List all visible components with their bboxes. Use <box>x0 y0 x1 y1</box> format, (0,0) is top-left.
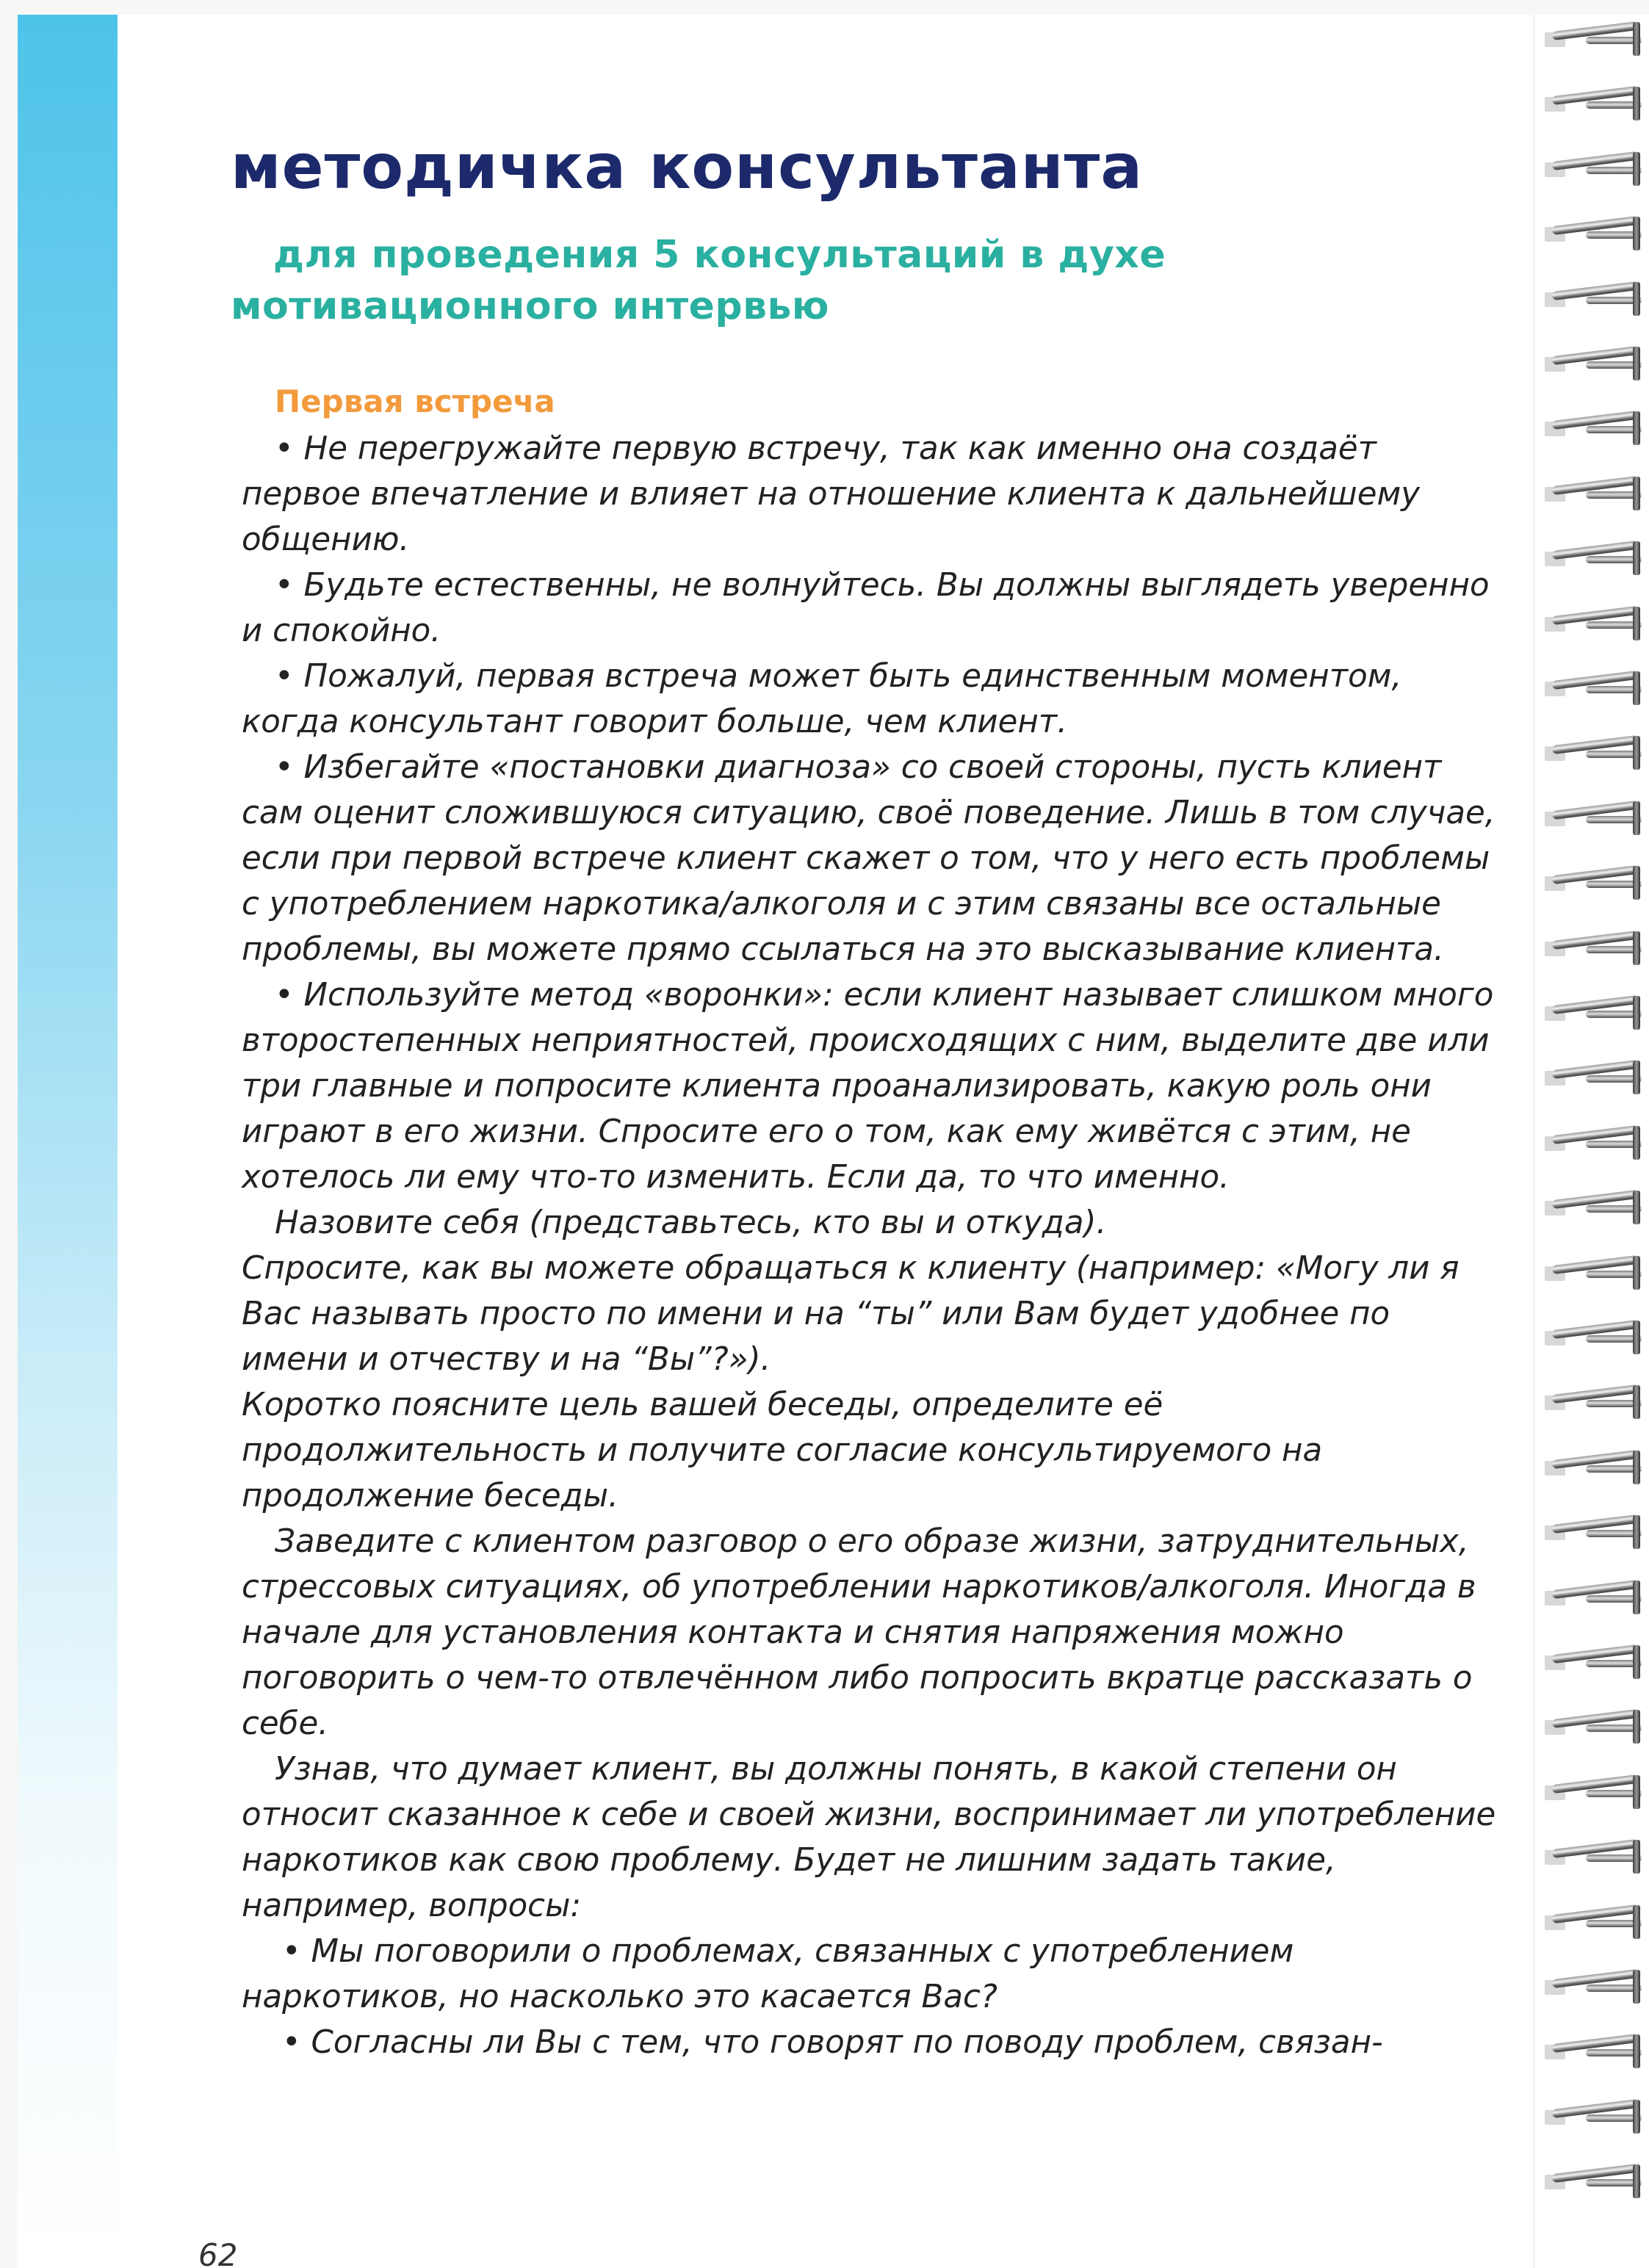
paragraph: • Пожалуй, первая встреча может быть единственным моментом, когда консультант говорит больше, чем клиент. <box>242 658 1402 740</box>
spiral-coil <box>1542 1256 1645 1291</box>
spiral-coil <box>1542 1191 1645 1226</box>
spiral-binding <box>1534 15 1649 2268</box>
spiral-coil <box>1542 2034 1645 2070</box>
spiral-coil <box>1542 347 1645 382</box>
spiral-coil <box>1542 1905 1645 1940</box>
page-title: методичка консультанта <box>231 131 1144 203</box>
spiral-coil <box>1542 1840 1645 1875</box>
paragraph: • Избегайте «постановки диагноза» со своей стороны, пусть клиент сам оценит сложившуюся ситуацию, своё поведение. Лишь в том случае, если при первой встрече клиент скажет о том, что у него есть проблемы с употреблением наркотика/алкоголя и с этим связаны все остальные проблемы, вы можете прямо ссылаться на это высказывание клиента. <box>242 749 1495 968</box>
paragraph: Узнав, что думает клиент, вы должны понять, в какой степени он относит сказанное к себе и своей жизни, воспринимает ли употребление наркотиков как свою проблему. Будет не лишним задать такие, например, вопросы: <box>242 1751 1496 1924</box>
page-number: 62 <box>198 2237 238 2268</box>
spiral-coil <box>1542 931 1645 967</box>
spiral-coil <box>1542 1581 1645 1616</box>
spiral-coil <box>1542 1451 1645 1486</box>
paragraph: • Согласны ли Вы с тем, что говорят по поводу проблем, связан- <box>282 2024 1383 2061</box>
paragraph: Заведите с клиентом разговор о его образе жизни, затруднительных, стрессовых ситуациях, об употреблении наркотиков/алкоголя. Иногда в начале для установления контакта и снятия напряжения можно поговорить о чем-то отвлечённом либо попросить вкратце рассказать о себе. <box>242 1523 1476 1742</box>
page-subtitle: для проведения 5 консультаций в духе мотивационного интервью <box>231 233 1166 329</box>
paragraph: Коротко поясните цель вашей беседы, определите её продолжительность и получите согласие консультируемого на продолжение беседы. <box>242 1387 1323 1514</box>
spiral-coil <box>1542 2164 1645 2200</box>
spiral-coil <box>1542 87 1645 122</box>
spiral-coil <box>1542 282 1645 317</box>
paragraph: • Будьте естественны, не волнуйтесь. Вы должны выглядеть уверенно и спокойно. <box>242 567 1490 649</box>
paragraph: Назовите себя (представьтесь, кто вы и откуда). <box>275 1205 1107 1241</box>
spiral-coil <box>1542 217 1645 252</box>
spiral-coil <box>1542 152 1645 187</box>
paragraph: Спросите, как вы можете обращаться к клиенту (например: «Могу ли я Вас называть просто по имени и на “ты” или Вам будет удобнее по имени и отчеству и на “Вы”?»). <box>242 1250 1459 1378</box>
paragraph: • Используйте метод «воронки»: если клиент называет слишком много второстепенных неприятностей, происходящих с ним, выделите две или три главные и попросите клиента проанализировать, какую роль они играют в его жизни. Спросите его о том, как ему живётся с этим, не хотелось ли ему что-то изменить. Если да, то что именно. <box>242 977 1494 1196</box>
spiral-coil <box>1542 1321 1645 1356</box>
paragraph: • Мы поговорили о проблемах, связанных с употреблением наркотиков, но насколько это касается Вас? <box>242 1933 1294 2015</box>
spiral-coil <box>1542 671 1645 707</box>
decorative-margin-gradient <box>18 15 118 2268</box>
spiral-coil <box>1542 607 1645 642</box>
spiral-coil <box>1542 477 1645 512</box>
spiral-coil <box>1542 866 1645 901</box>
document-page <box>18 15 1597 2268</box>
spiral-coil <box>1542 22 1645 57</box>
spiral-coil <box>1542 996 1645 1031</box>
section-heading: Первая встреча <box>275 383 555 419</box>
spiral-coil <box>1542 1061 1645 1096</box>
spiral-coil <box>1542 1970 1645 2005</box>
spiral-coil <box>1542 1515 1645 1550</box>
body-text <box>242 426 1505 2065</box>
spiral-coil <box>1542 541 1645 577</box>
spiral-coil <box>1542 1126 1645 1161</box>
spiral-coil <box>1542 736 1645 771</box>
spiral-coil <box>1542 2100 1645 2135</box>
paragraph: • Не перегружайте первую встречу, так как именно она создаёт первое впечатление и влияет на отношение клиента к дальнейшему общению. <box>242 430 1421 558</box>
spiral-coil <box>1542 411 1645 447</box>
spiral-coil <box>1542 1775 1645 1810</box>
spiral-coil <box>1542 1385 1645 1420</box>
spiral-coil <box>1542 1710 1645 1745</box>
spiral-coil <box>1542 1645 1645 1680</box>
spiral-coil <box>1542 801 1645 837</box>
